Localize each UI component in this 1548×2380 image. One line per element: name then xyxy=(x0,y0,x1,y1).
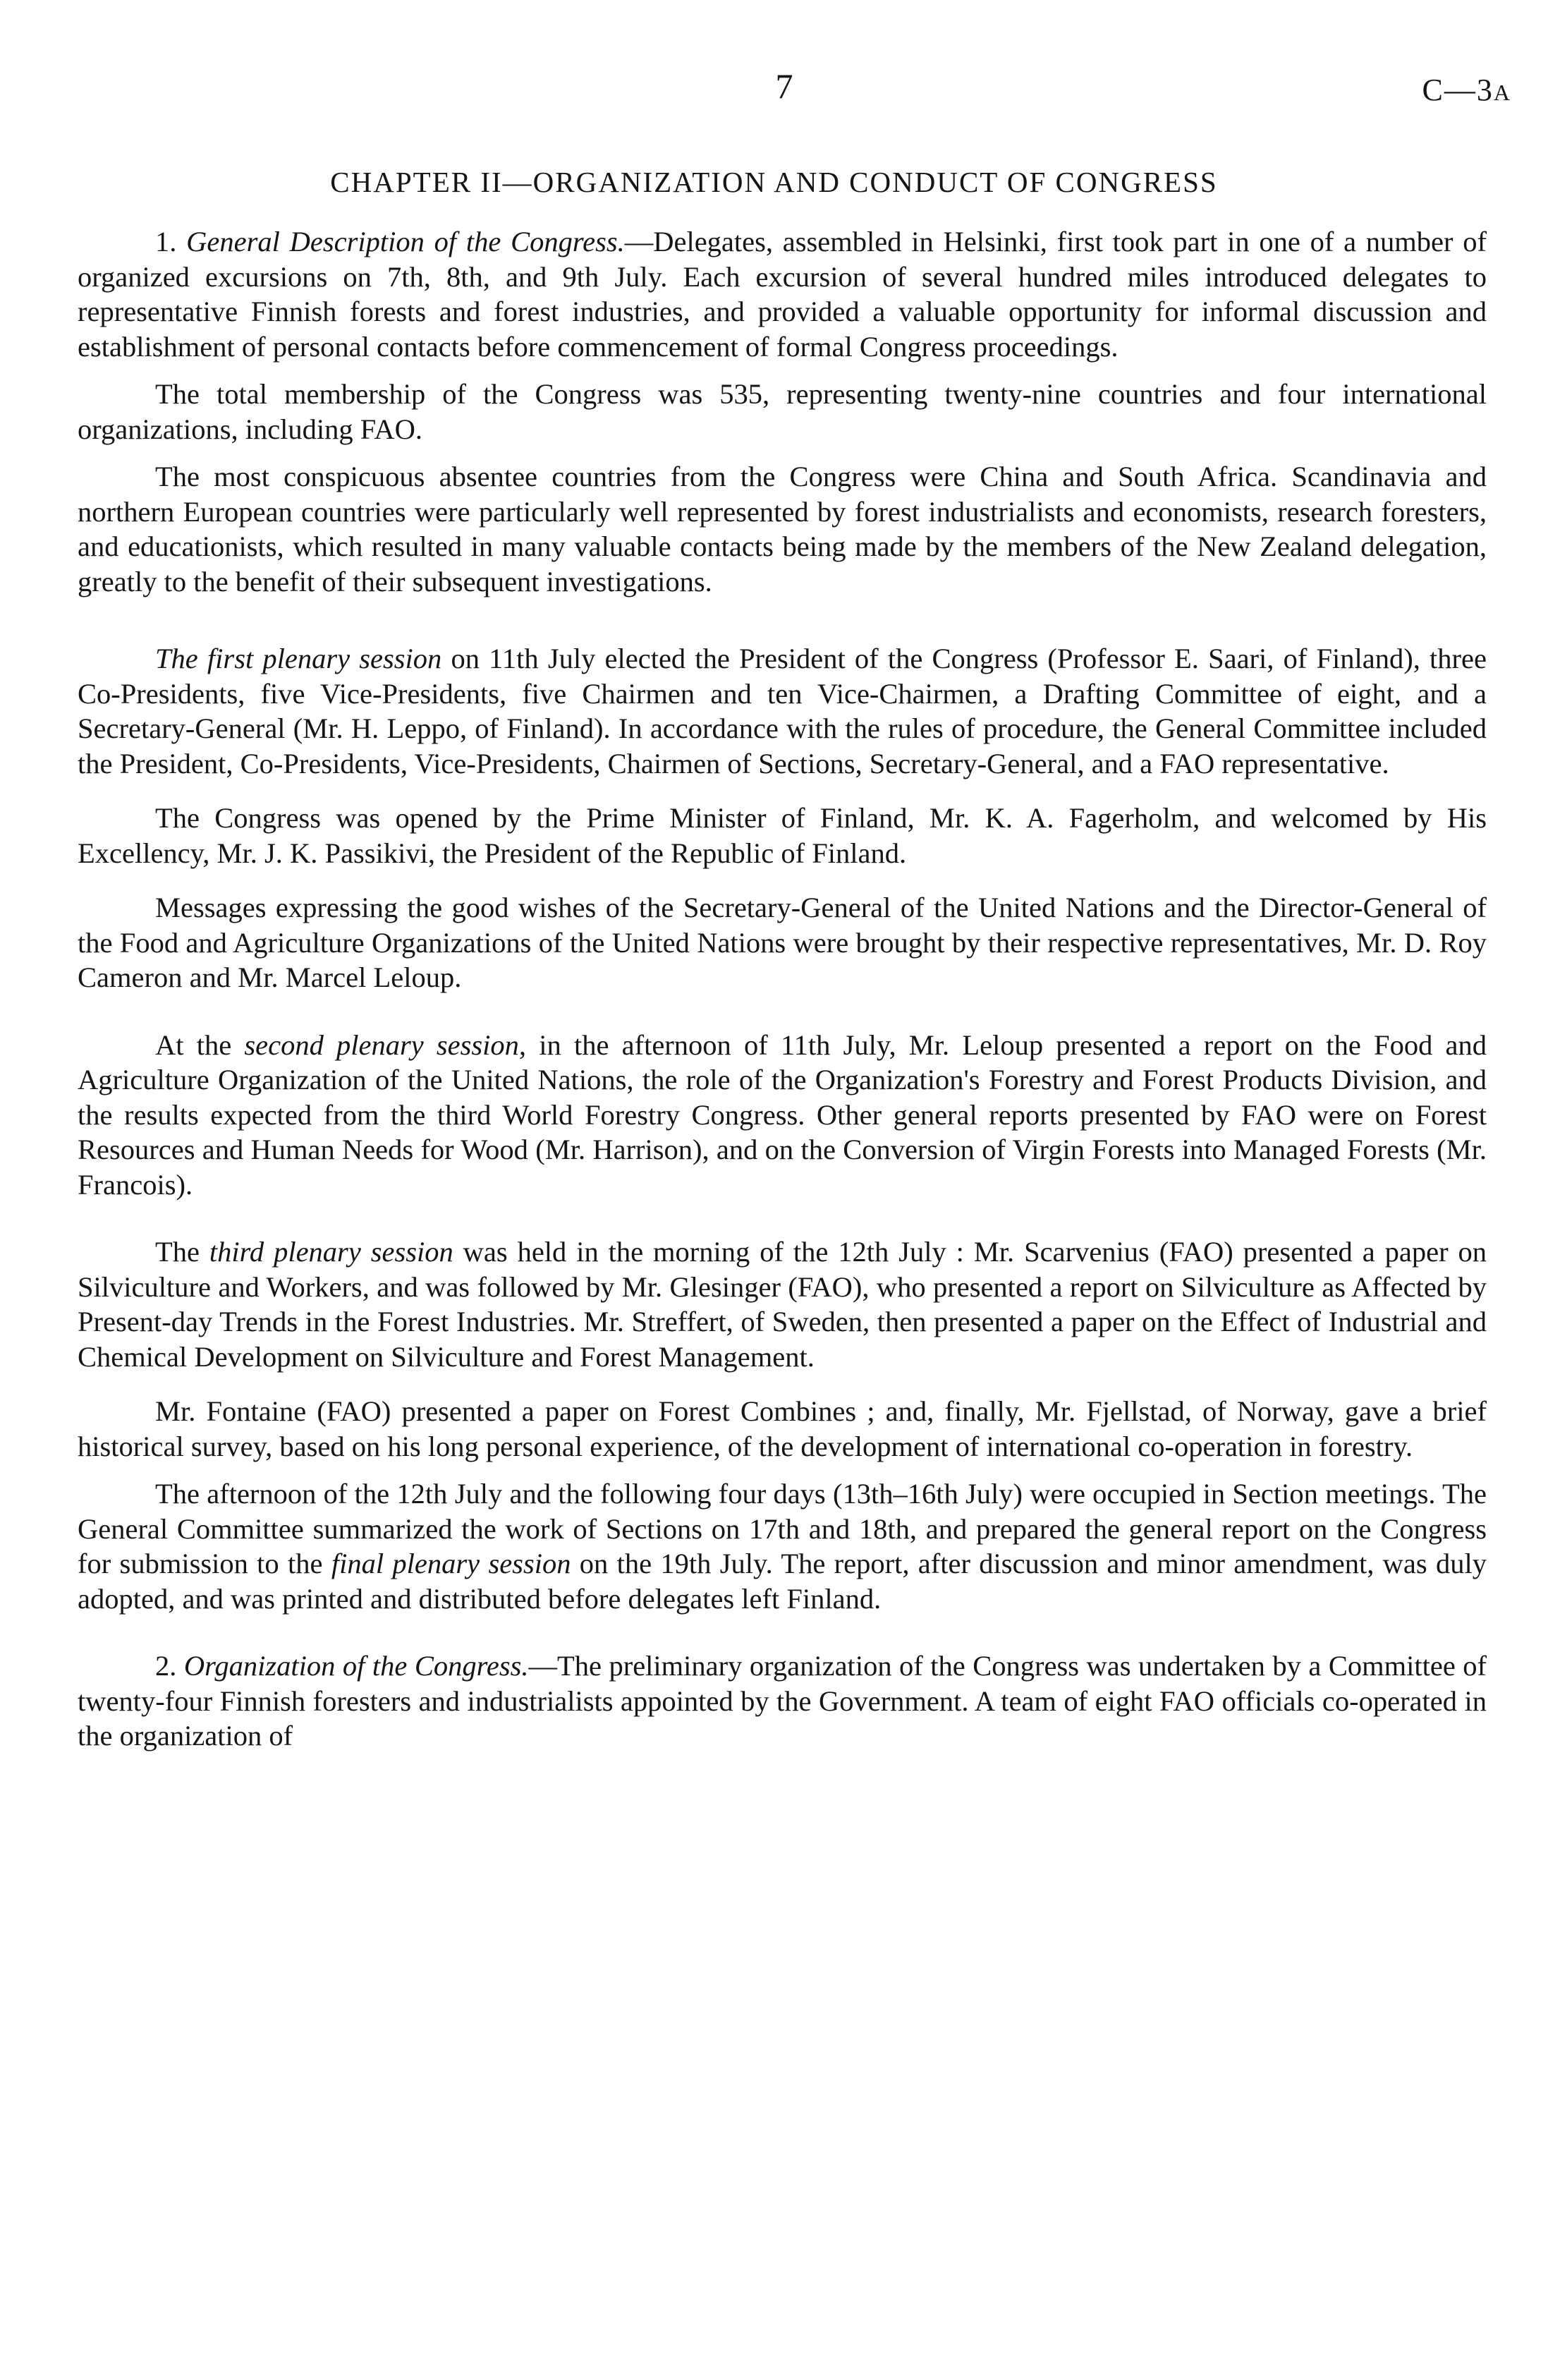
body-text xyxy=(78,224,1487,1754)
paragraph-text: The afternoon of the 12th July and the following four days (13th–16th July) were occupied in Section meetings. The General Committee summarized the work of Sections on 17th and 18th, and prepared the general report on the Congress for submission to the xyxy=(78,1478,1487,1579)
section-2-heading: Organization of the Congress. xyxy=(183,1650,529,1682)
paragraph-third-plenary xyxy=(78,1234,1487,1374)
paragraph-general-description xyxy=(78,224,1487,364)
second-plenary-heading: second plenary session, xyxy=(244,1028,527,1061)
paragraph-forest-combines: Mr. Fontaine (FAO) presented a paper on Forest Combines ; and, finally, Mr. Fjellstad, of Norway, gave a brief historical survey, based on his long personal experience, of the development of international co-operation in forestry. xyxy=(78,1395,1487,1462)
paragraph-text: on the 19th July. The report, after discussion and minor amendment, was duly adopted, and was printed and distributed before delegates left Finland. xyxy=(78,1548,1487,1615)
paragraph-text: At the xyxy=(155,1028,245,1061)
paragraph-text: was held in the morning of the 12th July : Mr. Scarvenius (FAO) presented a paper on Silviculture and Workers, and was followed by Mr. Glesinger (FAO), who presented a report on Silviculture as Affected by Present-day Trends in the Forest Industries. Mr. Streffert, of Sweden, then presented a paper on the Effect of Industrial and Chemical Development on Silviculture and Forest Management. xyxy=(78,1236,1487,1373)
section-1-heading: General Description of the Congress. xyxy=(186,226,625,257)
paragraph-text: in the afternoon of 11th July, Mr. Leloup presented a report on the Food and Agriculture Organization of the United Nations, the role of the Organization's Forestry and Forest Products Division, and the results expected from the third World Forestry Congress. Other general reports presented by FAO were on Forest Resources and Human Needs for Wood (Mr. Harrison), and on the Conversion of Virgin Forests into Managed Forests (Mr. Francois). xyxy=(78,1028,1487,1201)
paragraph-membership: The total membership of the Congress was 535, representing twenty-nine countries and four international organizations, including FAO. xyxy=(78,378,1487,445)
final-plenary-heading: final plenary session xyxy=(331,1548,571,1579)
page-reference-prefix: C—3 xyxy=(1422,73,1494,107)
paragraph-first-plenary xyxy=(78,641,1487,781)
paragraph-text: The xyxy=(155,1236,209,1268)
paragraph-text: on 11th July elected the President of the Congress (Professor E. Saari, of Finland), three Co-Presidents, five Vice-Presidents, five Chairmen and ten Vice-Chairmen, a Drafting Committee of eight, and a Secretary-General (Mr. H. Leppo, of Finland). In accordance with the rules of procedure, the General Committee included the President, Co-Presidents, Vice-Presidents, Chairmen of Sections, Secretary-General, and a FAO representative. xyxy=(78,643,1487,779)
paragraph-text: —Delegates, assembled in Helsinki, first took part in one of a number of organized excursions on 7th, 8th, and 9th July. Each excursion of several hundred miles introduced delegates to representative Finnish forests and forest industries, and provided a valuable opportunity for informal discussion and establishment of personal contacts before commencement of formal Congress proceedings. xyxy=(78,226,1487,363)
paragraph-messages: Messages expressing the good wishes of the Secretary-General of the United Nations and the Director-General of the Food and Agriculture Organizations of the United Nations were brought by their respective representatives, Mr. D. Roy Cameron and Mr. Marcel Leloup. xyxy=(78,892,1487,993)
paragraph-absentees: The most conspicuous absentee countries from the Congress were China and South Africa. Scandinavia and northern European countries were particularly well represented by forest industrialists and economists, research foresters, and educationists, which resulted in many valuable contacts being made by the members of the New Zealand delegation, greatly to the benefit of their subsequent investigations. xyxy=(78,461,1487,597)
section-2-number: 2. xyxy=(155,1650,177,1682)
page-reference xyxy=(1422,71,1511,112)
first-plenary-heading: The first plenary session xyxy=(155,643,442,674)
chapter-title: CHAPTER II—ORGANIZATION AND CONDUCT OF CONGRESS xyxy=(330,166,1218,198)
paragraph-organization xyxy=(78,1649,1487,1754)
page-reference-suffix: A xyxy=(1493,80,1511,105)
paragraph-opening: The Congress was opened by the Prime Minister of Finland, Mr. K. A. Fagerholm, and welcomed by His Excellency, Mr. J. K. Passikivi, the President of the Republic of Finland. xyxy=(78,802,1487,869)
section-1-number: 1. xyxy=(155,226,177,257)
paragraph-second-plenary xyxy=(78,1028,1487,1203)
third-plenary-heading: third plenary session xyxy=(209,1236,453,1268)
page-number: 7 xyxy=(775,66,793,106)
paragraph-text: —The preliminary organization of the Congress was undertaken by a Committee of twenty-four Finnish foresters and industrialists appointed by the Government. A team of eight FAO officials co-operated in the organization of xyxy=(78,1650,1487,1751)
paragraph-section-meetings xyxy=(78,1476,1487,1616)
